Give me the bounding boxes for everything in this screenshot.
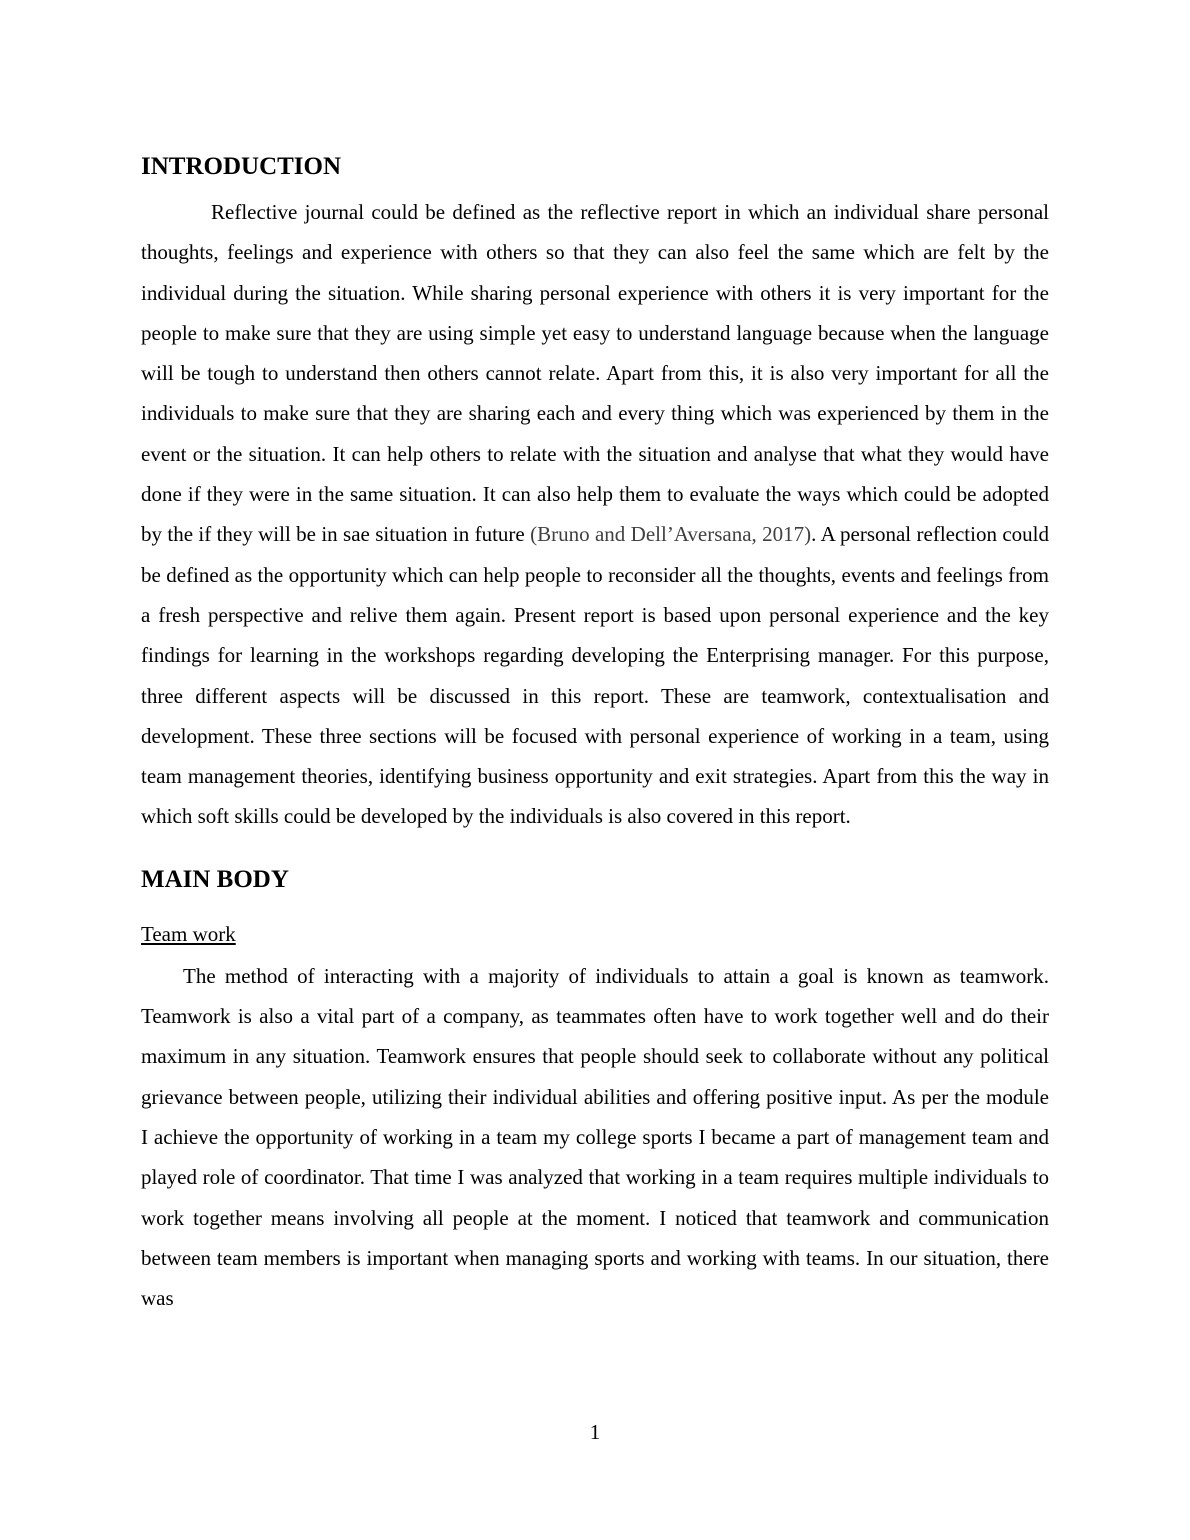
main-body-heading: MAIN BODY: [141, 865, 289, 893]
citation: (Bruno and Dell’Aversana, 2017): [530, 522, 812, 547]
introduction-text-part-1: Reflective journal could be defined as the reflective report in which an individual share personal thoughts, feelings and experience with others so that they can also feel the same which are felt by the individual during the situation. While sharing personal experience with others it is very important for the people to make sure that they are using simple yet easy to understand language because when the language will be tough to understand then others cannot relate. Apart from this, it is also very important for all the individuals to make sure that they are sharing each and every thing which was experienced by them in the event or the situation. It can help others to relate with the situation and analyse that what they would have done if they were in the same situation. It can also help them to evaluate the ways which could be adopted by the if they will be in sae situation in future: [141, 200, 1049, 547]
team-work-subheading: Team work: [141, 921, 236, 946]
team-work-paragraph: The method of interacting with a majority of individuals to attain a goal is known as teamwork. Teamwork is also a vital part of a company, as teammates often have to work together well and do their maximum in any situation. Teamwork ensures that people should seek to collaborate without any political grievance between people, utilizing their individual abilities and offering positive input. As per the module I achieve the opportunity of working in a team my college sports I became a part of management team and played role of coordinator. That time I was analyzed that working in a team requires multiple individuals to work together means involving all people at the moment. I noticed that teamwork and communication between team members is important when managing sports and working with teams. In our situation, there was: [141, 963, 1049, 1311]
page-content: [141, 150, 1049, 1318]
page-number: 1: [589, 1420, 601, 1444]
introduction-text-part-2: . A personal reflection could be defined as the opportunity which can help people to reconsider all the thoughts, events and feelings from a fresh perspective and relive them again. Present report is based upon personal experience and the key findings for learning in the workshops regarding developing the Enterprising manager. For this purpose, three different aspects will be discussed in this report. These are teamwork, contextualisation and development. These three sections will be focused with personal experience of working in a team, using team management theories, identifying business opportunity and exit strategies. Apart from this the way in which soft skills could be developed by the individuals is also covered in this report.: [141, 522, 1049, 829]
introduction-heading: INTRODUCTION: [141, 153, 342, 180]
introduction-paragraph: [141, 192, 1049, 837]
